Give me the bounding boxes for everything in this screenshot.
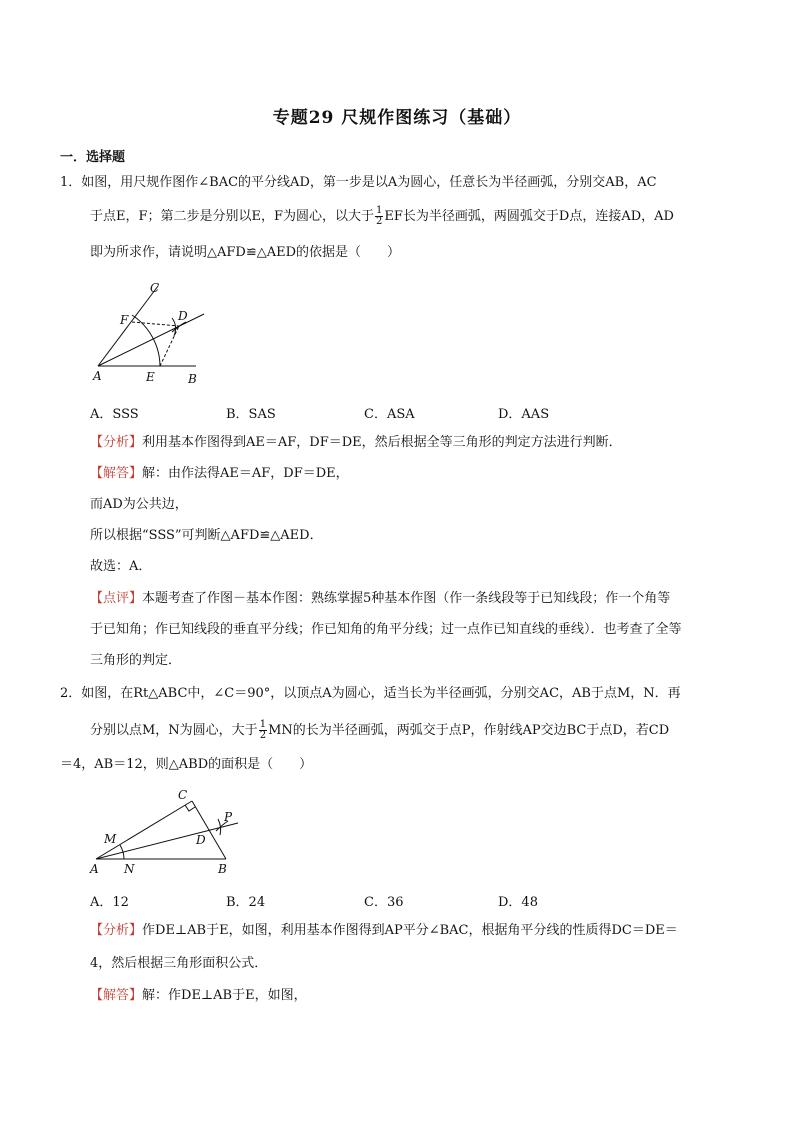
q2-analysis-2: 4，然后根据三角形面积公式． [90,956,268,971]
q2-label-N: N [124,862,135,876]
q2-analysis-1 [90,922,678,940]
frac-denominator: 2 [376,216,383,227]
frac-numerator: 1 [376,205,383,216]
analysis-tag: 【分析】 [90,923,143,938]
q1-answer-2: 而AD为公共边， [90,497,188,512]
q1-comment-3: 三角形的判定． [90,653,182,668]
frac-denominator: 2 [259,730,267,741]
q1-label-A: A [93,369,102,383]
answer-text: 解：由作法得AE＝AF，DF＝DE， [142,466,349,481]
q1-label-D: D [178,309,188,323]
q1-line-3: 即为所求作，请说明△AFD≌△AED的依据是（ ） [90,245,401,260]
q2-label-P: P [224,810,233,824]
answer-text: 解：作DE⊥AB于E，如图， [142,988,307,1003]
q2-label-D: D [196,833,206,847]
q1-answer-1 [90,465,349,483]
q2-figure [88,785,248,880]
q2-line-3: ＝4，AB＝12，则△ABD的面积是（ ） [60,757,313,772]
section-heading: 一．选择题 [60,150,126,165]
q1-label-B: B [188,372,197,386]
q1-line-2 [90,206,674,227]
answer-tag: 【解答】 [90,466,143,481]
q2-label-A: A [90,862,99,876]
analysis-text: 作DE⊥AB于E，如图，利用基本作图得到AP平分∠BAC，根据角平分线的性质得DC＝DE＝ [142,923,678,938]
page-title: 专题29 尺规作图练习（基础） [272,108,522,128]
q1-option-b: B．SAS [226,407,276,422]
q2-fraction [259,720,267,741]
q2-line-2a: 分别以点M，N为圆心，大于 [90,723,258,738]
q1-analysis [90,434,622,452]
q2-answer-1 [90,987,307,1005]
q2-label-B: B [218,862,227,876]
q1-comment-2: 于已知角；作已知线段的垂直平分线；作已知角的角平分线；过一点作已知直线的垂线）．也考查了全等 [90,622,682,637]
q2-option-d: D．48 [498,895,538,910]
q2-line-2b: MN的长为半径画弧，两弧交于点P，作射线AP交边BC于点D，若CD [268,723,670,738]
analysis-tag: 【分析】 [90,435,143,450]
q1-line-1: 1．如图，用尺规作图作∠BAC的平分线AD，第一步是以A为圆心，任意长为半径画弧，分别交AB，AC [60,175,657,190]
analysis-text: 利用基本作图得到AE＝AF，DF＝DE，然后根据全等三角形的判定方法进行判断． [142,435,622,450]
q1-figure [88,280,218,390]
q2-label-C: C [178,788,188,802]
q1-answer-4: 故选：A． [90,559,152,574]
q1-label-F: F [120,313,129,327]
q1-line-2a: 于点E，F；第二步是分别以E，F为圆心，以大于 [90,209,375,224]
q1-answer-3: 所以根据“SSS”可判断△AFD≌△AED． [90,528,323,543]
q2-line-2 [90,720,669,741]
q1-fraction [375,206,383,227]
q2-option-a: A．12 [90,895,129,910]
q1-label-E: E [146,370,155,384]
q2-option-c: C．36 [364,895,404,910]
q1-option-d: D．AAS [498,407,550,422]
q2-label-M: M [104,832,117,846]
q1-line-2b: EF长为半径画弧，两圆弧交于D点，连接AD，AD [384,209,674,224]
comment-text: 本题考查了作图－基本作图：熟练掌握5种基本作图（作一条线段等于已知线段；作一个角等 [142,591,671,606]
q1-comment-1 [90,590,670,608]
q1-option-c: C．ASA [364,407,415,422]
q2-line-1: 2．如图，在Rt△ABC中，∠C＝90°，以顶点A为圆心，适当长为半径画弧，分别交AC，AB于点M，N．再 [60,686,681,701]
q1-label-C: C [150,281,160,295]
frac-numerator: 1 [259,719,267,730]
q1-option-a: A．SSS [90,407,139,422]
answer-tag: 【解答】 [90,988,143,1003]
q2-option-b: B．24 [226,895,266,910]
comment-tag: 【点评】 [90,591,143,606]
